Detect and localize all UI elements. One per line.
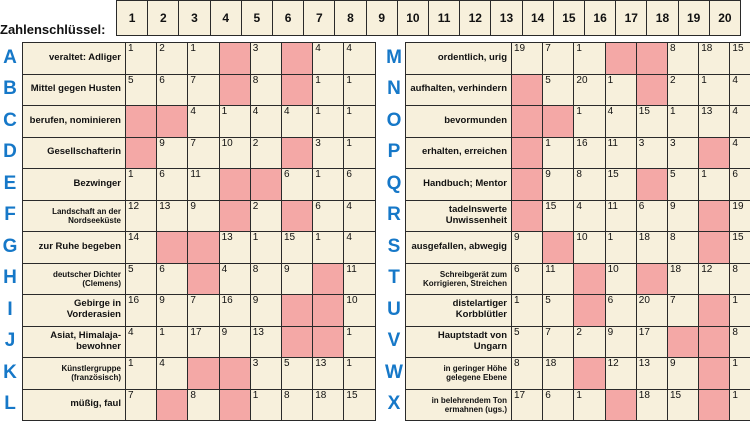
answer-cell[interactable]: 9: [187, 200, 219, 233]
answer-cell[interactable]: 15: [343, 389, 375, 421]
answer-cell[interactable]: 10: [343, 294, 375, 327]
answer-cell[interactable]: 9: [219, 326, 251, 359]
answer-cell[interactable]: 8: [729, 326, 750, 359]
shaded-cell[interactable]: [281, 137, 313, 170]
answer-cell[interactable]: 17: [187, 326, 219, 359]
key-number-cell: 1: [116, 0, 148, 36]
answer-cell[interactable]: 20: [636, 294, 668, 327]
row-letter: K: [3, 361, 17, 383]
answer-cell[interactable]: 3: [250, 42, 282, 75]
row-letter: J: [4, 330, 16, 351]
row-letter: R: [387, 204, 401, 225]
answer-cell[interactable]: 5: [511, 326, 543, 359]
answer-cell[interactable]: 9: [156, 294, 188, 327]
zahlenschluessel-label: Zahlenschlüssel:: [0, 22, 106, 37]
row-letter: G: [2, 235, 18, 257]
key-number-cell: 11: [428, 0, 460, 36]
shaded-cell[interactable]: [281, 294, 313, 327]
answer-cell[interactable]: 1: [343, 137, 375, 170]
answer-cell[interactable]: 1: [343, 105, 375, 138]
answer-cell[interactable]: 14: [125, 231, 157, 264]
row-letter: U: [387, 298, 401, 320]
row-letter: P: [387, 141, 401, 162]
clue-text: aufhalten, verhindern: [405, 74, 512, 107]
answer-cell[interactable]: 4: [125, 326, 157, 359]
shaded-cell[interactable]: [542, 231, 574, 264]
answer-cell[interactable]: 1: [125, 42, 157, 75]
answer-cell[interactable]: 1: [312, 74, 344, 107]
answer-cell[interactable]: 7: [542, 42, 574, 75]
answer-cell[interactable]: 8: [187, 389, 219, 421]
clue-text: bevormunden: [405, 105, 512, 138]
answer-cell[interactable]: 11: [605, 200, 637, 233]
shaded-cell[interactable]: [542, 105, 574, 138]
answer-cell[interactable]: 1: [219, 105, 251, 138]
answer-cell[interactable]: 7: [187, 137, 219, 170]
answer-cell[interactable]: 20: [573, 74, 605, 107]
answer-cell[interactable]: 8: [250, 263, 282, 296]
answer-cell[interactable]: 8: [281, 389, 313, 421]
answer-cell[interactable]: 4: [573, 200, 605, 233]
answer-cell[interactable]: 9: [667, 357, 699, 390]
shaded-cell[interactable]: [698, 294, 730, 327]
clue-text: erhalten, erreichen: [405, 137, 512, 170]
clue-text: Handbuch; Mentor: [405, 168, 512, 201]
answer-cell[interactable]: 9: [281, 263, 313, 296]
answer-cell[interactable]: 1: [511, 294, 543, 327]
answer-cell[interactable]: 7: [542, 326, 574, 359]
answer-cell[interactable]: 4: [343, 231, 375, 264]
shaded-cell[interactable]: [511, 168, 543, 201]
key-number-cell: 18: [646, 0, 678, 36]
answer-cell[interactable]: 15: [636, 105, 668, 138]
clue-text: ordentlich, urig: [405, 42, 512, 75]
shaded-cell[interactable]: [219, 74, 251, 107]
shaded-cell[interactable]: [250, 168, 282, 201]
shaded-cell[interactable]: [573, 357, 605, 390]
answer-cell[interactable]: 18: [667, 263, 699, 296]
row-letter: I: [7, 298, 13, 320]
shaded-cell[interactable]: [636, 74, 668, 107]
answer-cell[interactable]: 2: [667, 74, 699, 107]
answer-cell[interactable]: 4: [156, 357, 188, 390]
answer-cell[interactable]: 9: [542, 168, 574, 201]
answer-cell[interactable]: 1: [156, 326, 188, 359]
row-letter: S: [387, 235, 401, 257]
answer-cell[interactable]: 18: [312, 389, 344, 421]
answer-cell[interactable]: 4: [219, 263, 251, 296]
key-number-cell: 14: [522, 0, 554, 36]
answer-cell[interactable]: 1: [605, 74, 637, 107]
key-number-cell: 2: [147, 0, 179, 36]
key-number-cell: 20: [709, 0, 741, 36]
shaded-cell[interactable]: [156, 389, 188, 421]
answer-cell[interactable]: 18: [636, 231, 668, 264]
answer-cell[interactable]: 12: [605, 357, 637, 390]
shaded-cell[interactable]: [511, 105, 543, 138]
answer-cell[interactable]: 8: [729, 263, 750, 296]
answer-cell[interactable]: 6: [156, 74, 188, 107]
answer-cell[interactable]: 8: [667, 42, 699, 75]
answer-cell[interactable]: 1: [125, 357, 157, 390]
answer-cell[interactable]: 6: [156, 168, 188, 201]
answer-cell[interactable]: 15: [667, 389, 699, 421]
answer-cell[interactable]: 1: [312, 168, 344, 201]
answer-cell[interactable]: 3: [312, 137, 344, 170]
answer-cell[interactable]: 9: [250, 294, 282, 327]
shaded-cell[interactable]: [219, 168, 251, 201]
clue-text: Gesellschafterin: [22, 137, 126, 170]
answer-cell[interactable]: 2: [250, 137, 282, 170]
answer-cell[interactable]: 13: [636, 357, 668, 390]
shaded-cell[interactable]: [511, 200, 543, 233]
answer-cell[interactable]: 13: [219, 231, 251, 264]
row-letter: F: [4, 204, 16, 225]
answer-cell[interactable]: 4: [343, 42, 375, 75]
answer-cell[interactable]: 1: [343, 74, 375, 107]
answer-cell[interactable]: 1: [125, 168, 157, 201]
shaded-cell[interactable]: [156, 231, 188, 264]
key-number-cell: 19: [678, 0, 710, 36]
shaded-cell[interactable]: [312, 326, 344, 359]
clue-text: berufen, nominieren: [22, 105, 126, 138]
answer-cell[interactable]: 13: [698, 105, 730, 138]
shaded-cell[interactable]: [187, 263, 219, 296]
answer-cell[interactable]: 7: [187, 294, 219, 327]
clue-text: Künstlergruppe (französisch): [22, 357, 126, 390]
shaded-cell[interactable]: [511, 74, 543, 107]
key-number-cell: 6: [272, 0, 304, 36]
answer-cell[interactable]: 4: [250, 105, 282, 138]
answer-cell[interactable]: 5: [125, 263, 157, 296]
answer-cell[interactable]: 16: [573, 137, 605, 170]
clue-text: distelartiger Korbblütler: [405, 294, 512, 327]
shaded-cell[interactable]: [698, 357, 730, 390]
clue-text: Gebirge in Vorderasien: [22, 294, 126, 327]
answer-cell[interactable]: 6: [156, 263, 188, 296]
answer-cell[interactable]: 15: [281, 231, 313, 264]
answer-cell[interactable]: 1: [605, 231, 637, 264]
answer-cell[interactable]: 6: [511, 263, 543, 296]
shaded-cell[interactable]: [667, 326, 699, 359]
answer-cell[interactable]: 4: [729, 137, 750, 170]
answer-cell[interactable]: 1: [667, 105, 699, 138]
row-letter: C: [3, 109, 17, 131]
shaded-cell[interactable]: [125, 137, 157, 170]
shaded-cell[interactable]: [636, 42, 668, 75]
answer-cell[interactable]: 19: [511, 42, 543, 75]
clue-text: Schreibgerät zum Korrigieren, Streichen: [405, 263, 512, 296]
answer-cell[interactable]: 3: [667, 137, 699, 170]
answer-cell[interactable]: 5: [667, 168, 699, 201]
row-letter: T: [388, 267, 400, 288]
answer-cell[interactable]: 3: [250, 357, 282, 390]
shaded-cell[interactable]: [698, 200, 730, 233]
answer-cell[interactable]: 17: [636, 326, 668, 359]
shaded-cell[interactable]: [281, 326, 313, 359]
answer-cell[interactable]: 1: [250, 231, 282, 264]
answer-cell[interactable]: 4: [729, 74, 750, 107]
answer-cell[interactable]: 1: [187, 42, 219, 75]
answer-cell[interactable]: 9: [605, 326, 637, 359]
shaded-cell[interactable]: [219, 357, 251, 390]
answer-cell[interactable]: 2: [156, 42, 188, 75]
answer-cell[interactable]: 1: [698, 168, 730, 201]
answer-cell[interactable]: 1: [698, 74, 730, 107]
clue-text: in geringer Höhe gelegene Ebene: [405, 357, 512, 390]
shaded-cell[interactable]: [219, 42, 251, 75]
answer-cell[interactable]: 1: [729, 389, 750, 421]
answer-cell[interactable]: 1: [250, 389, 282, 421]
shaded-cell[interactable]: [187, 231, 219, 264]
key-number-cell: 4: [210, 0, 242, 36]
clue-text: zur Ruhe begeben: [22, 231, 126, 264]
shaded-cell[interactable]: [698, 137, 730, 170]
row-letter: D: [3, 141, 17, 162]
clue-text: Mittel gegen Husten: [22, 74, 126, 107]
answer-cell[interactable]: 13: [156, 200, 188, 233]
answer-cell[interactable]: 10: [219, 137, 251, 170]
shaded-cell[interactable]: [698, 326, 730, 359]
answer-cell[interactable]: 8: [573, 168, 605, 201]
answer-cell[interactable]: 16: [219, 294, 251, 327]
answer-cell[interactable]: 16: [125, 294, 157, 327]
answer-cell[interactable]: 18: [636, 389, 668, 421]
answer-cell[interactable]: 3: [636, 137, 668, 170]
row-letter: W: [385, 361, 403, 383]
row-letter: B: [3, 78, 17, 99]
answer-cell[interactable]: 4: [281, 105, 313, 138]
row-letter: O: [386, 109, 402, 131]
answer-cell[interactable]: 9: [156, 137, 188, 170]
answer-cell[interactable]: 8: [250, 74, 282, 107]
answer-cell[interactable]: 11: [187, 168, 219, 201]
answer-cell[interactable]: 2: [573, 326, 605, 359]
answer-cell[interactable]: 12: [698, 263, 730, 296]
answer-cell[interactable]: 13: [312, 357, 344, 390]
shaded-cell[interactable]: [219, 389, 251, 421]
shaded-cell[interactable]: [281, 74, 313, 107]
answer-cell[interactable]: 18: [542, 357, 574, 390]
shaded-cell[interactable]: [125, 105, 157, 138]
row-letter: E: [3, 172, 17, 194]
key-number-cell: 5: [241, 0, 273, 36]
clue-text: veraltet: Adliger: [22, 42, 126, 75]
clue-text: müßig, faul: [22, 389, 126, 421]
key-number-cell: 7: [303, 0, 335, 36]
answer-cell[interactable]: 5: [125, 74, 157, 107]
shaded-cell[interactable]: [312, 294, 344, 327]
answer-cell[interactable]: 6: [343, 168, 375, 201]
row-letter: Q: [386, 172, 402, 194]
answer-cell[interactable]: 1: [573, 389, 605, 421]
answer-cell[interactable]: 13: [250, 326, 282, 359]
answer-cell[interactable]: 17: [511, 389, 543, 421]
answer-cell[interactable]: 1: [343, 357, 375, 390]
key-number-cell: 3: [178, 0, 210, 36]
clue-text: Landschaft an der Nordseeküste: [22, 200, 126, 233]
answer-cell[interactable]: 19: [729, 200, 750, 233]
answer-cell[interactable]: 5: [542, 294, 574, 327]
shaded-cell[interactable]: [605, 389, 637, 421]
clue-text: Asiat, Himalaja-bewohner: [22, 326, 126, 359]
clue-text: Bezwinger: [22, 168, 126, 201]
clue-text: tadelnswerte Unwissenheit: [405, 200, 512, 233]
answer-cell[interactable]: 8: [511, 357, 543, 390]
answer-cell[interactable]: 9: [511, 231, 543, 264]
answer-cell[interactable]: 5: [542, 74, 574, 107]
shaded-cell[interactable]: [511, 137, 543, 170]
answer-cell[interactable]: 7: [667, 294, 699, 327]
key-number-cell: 17: [615, 0, 647, 36]
answer-cell[interactable]: 5: [281, 357, 313, 390]
row-letter: H: [3, 267, 17, 288]
shaded-cell[interactable]: [605, 42, 637, 75]
answer-cell[interactable]: 1: [729, 357, 750, 390]
shaded-cell[interactable]: [636, 168, 668, 201]
shaded-cell[interactable]: [698, 389, 730, 421]
answer-cell[interactable]: 1: [729, 294, 750, 327]
key-number-cell: 10: [397, 0, 429, 36]
answer-cell[interactable]: 12: [125, 200, 157, 233]
shaded-cell[interactable]: [219, 200, 251, 233]
answer-cell[interactable]: 10: [605, 263, 637, 296]
answer-cell[interactable]: 6: [636, 200, 668, 233]
answer-cell[interactable]: 6: [281, 168, 313, 201]
answer-cell[interactable]: 18: [698, 42, 730, 75]
key-number-cell: 12: [459, 0, 491, 36]
clue-text: Hauptstadt von Ungarn: [405, 326, 512, 359]
clue-text: in belehrendem Ton ermahnen (ugs.): [405, 389, 512, 421]
shaded-cell[interactable]: [281, 42, 313, 75]
shaded-cell[interactable]: [312, 263, 344, 296]
key-number-cell: 15: [553, 0, 585, 36]
answer-cell[interactable]: 11: [542, 263, 574, 296]
answer-cell[interactable]: 10: [573, 231, 605, 264]
answer-cell[interactable]: 11: [343, 263, 375, 296]
answer-cell[interactable]: 4: [729, 105, 750, 138]
answer-cell[interactable]: 15: [729, 42, 750, 75]
shaded-cell[interactable]: [187, 357, 219, 390]
key-number-cell: 16: [584, 0, 616, 36]
answer-cell[interactable]: 6: [542, 389, 574, 421]
answer-cell[interactable]: 15: [605, 168, 637, 201]
key-number-cell: 9: [366, 0, 398, 36]
answer-cell[interactable]: 2: [250, 200, 282, 233]
shaded-cell[interactable]: [281, 200, 313, 233]
answer-cell[interactable]: 6: [312, 200, 344, 233]
key-number-cell: 8: [334, 0, 366, 36]
answer-cell[interactable]: 7: [187, 74, 219, 107]
answer-cell[interactable]: 1: [573, 42, 605, 75]
answer-cell[interactable]: 4: [605, 105, 637, 138]
answer-cell[interactable]: 8: [667, 231, 699, 264]
answer-cell[interactable]: 15: [729, 231, 750, 264]
row-letter: V: [387, 330, 401, 351]
answer-cell[interactable]: 4: [187, 105, 219, 138]
answer-cell[interactable]: 1: [542, 137, 574, 170]
answer-cell[interactable]: 15: [542, 200, 574, 233]
answer-cell[interactable]: 1: [343, 326, 375, 359]
shaded-cell[interactable]: [573, 294, 605, 327]
clue-text: ausgefallen, abwegig: [405, 231, 512, 264]
answer-cell[interactable]: 7: [125, 389, 157, 421]
row-letter: A: [3, 46, 17, 68]
answer-cell[interactable]: 1: [312, 231, 344, 264]
row-letter: X: [387, 393, 401, 414]
shaded-cell[interactable]: [156, 105, 188, 138]
row-letter: M: [386, 46, 402, 68]
answer-cell[interactable]: 6: [729, 168, 750, 201]
shaded-cell[interactable]: [636, 263, 668, 296]
key-number-cell: 13: [490, 0, 522, 36]
clue-text: deutscher Dichter (Clemens): [22, 263, 126, 296]
answer-cell[interactable]: 9: [667, 200, 699, 233]
answer-cell[interactable]: 1: [312, 105, 344, 138]
answer-cell[interactable]: 4: [343, 200, 375, 233]
shaded-cell[interactable]: [573, 263, 605, 296]
answer-cell[interactable]: 4: [312, 42, 344, 75]
row-letter: L: [4, 393, 16, 414]
answer-cell[interactable]: 1: [573, 105, 605, 138]
shaded-cell[interactable]: [698, 231, 730, 264]
answer-cell[interactable]: 11: [605, 137, 637, 170]
row-letter: N: [387, 78, 401, 99]
answer-cell[interactable]: 6: [605, 294, 637, 327]
